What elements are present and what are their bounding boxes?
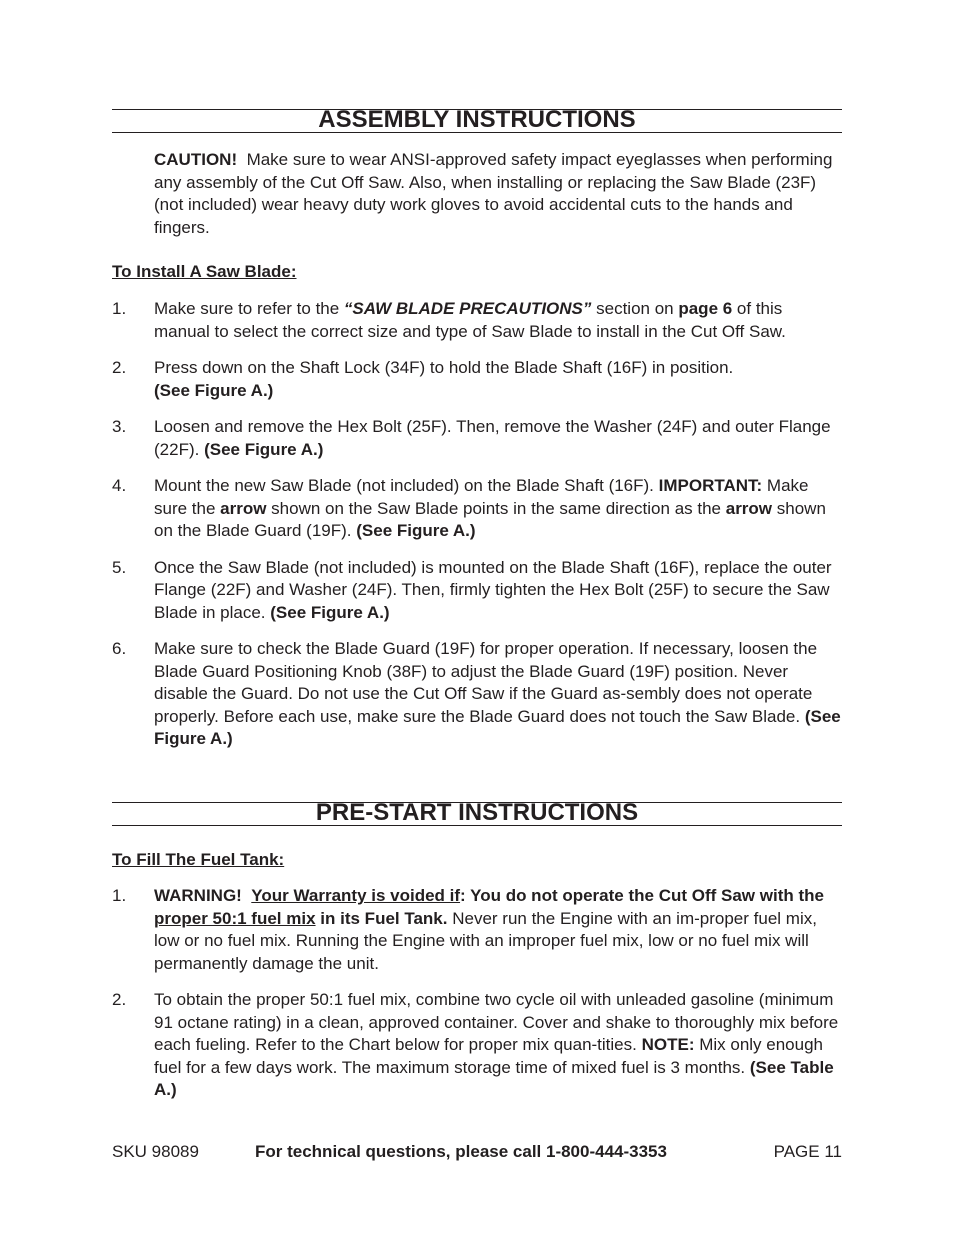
- item-number: 5.: [112, 557, 127, 577]
- install-blade-subheading: To Install A Saw Blade:: [112, 262, 297, 281]
- item-number: 1.: [112, 299, 127, 318]
- warranty-text: Your Warranty is voided if: [251, 886, 461, 905]
- item-number: 6.: [112, 639, 127, 658]
- item-text: shown on the Blade Guard (19F).: [154, 498, 826, 540]
- list-item: [112, 638, 842, 751]
- item-text: Make sure to refer to the: [154, 299, 344, 318]
- fuel-mix-text: proper 50:1 fuel mix: [154, 908, 316, 928]
- prestart-section: [112, 799, 842, 1102]
- warning-label: WARNING!: [154, 886, 242, 905]
- item-number: 3.: [112, 417, 127, 436]
- prestart-header: [112, 799, 842, 826]
- saw-blade-precautions-ref: “SAW BLADE PRECAUTIONS”: [343, 299, 592, 318]
- figure-ref: (See Figure A.): [154, 706, 841, 748]
- item-text: Make sure to check the Blade Guard (19F) for proper operation. If necessary, loosen the Blade Guard Positioning Knob (38F) to adjust the Blade Guard (19F) position. Never disable the Guard. Do not use the Cut Off Saw if the Guard as-sembly does not operate properly. Before each use, make sure the Blade Guard does not touch the Saw Blade.: [154, 639, 818, 726]
- list-item: [112, 885, 842, 975]
- note-label: NOTE:: [641, 1035, 695, 1054]
- item-text: Make sure the: [154, 476, 809, 518]
- item-text: section on: [591, 299, 679, 318]
- list-item: [112, 989, 842, 1102]
- item-text: Mix only enough fuel for a few days work. The maximum storage time of mixed fuel is 3 months.: [154, 1035, 824, 1077]
- item-text: of this manual to select the correct size and type of Saw Blade to install in the Cut Off Saw.: [154, 299, 786, 341]
- item-number: 4.: [112, 476, 127, 495]
- important-label: IMPORTANT:: [658, 476, 763, 495]
- table-ref: (See Table A.): [154, 1057, 834, 1099]
- figure-ref: (See Figure A.): [204, 439, 324, 459]
- list-item: [112, 298, 842, 343]
- figure-ref: (See Figure A.): [356, 521, 476, 540]
- item-number: 2.: [112, 990, 127, 1009]
- warning-text: : You do not operate the Cut Off Saw with the: [460, 886, 824, 905]
- list-item: [112, 357, 842, 402]
- page-number: PAGE 11: [773, 1142, 842, 1161]
- prestart-title: PRE-START INSTRUCTIONS: [315, 799, 639, 826]
- item-text: Loosen and remove the Hex Bolt (25F). Then, remove the Washer (24F) and outer Flange (22F).: [154, 417, 831, 459]
- list-item: [112, 416, 842, 461]
- item-text: shown on the Saw Blade points in the same direction as the: [266, 498, 726, 518]
- caution-paragraph: [154, 149, 842, 239]
- assembly-header: [112, 106, 842, 133]
- fuel-tank-subheading: To Fill The Fuel Tank:: [112, 850, 285, 869]
- item-text: Press down on the Shaft Lock (34F) to hold the Blade Shaft (16F) in position.: [154, 358, 734, 377]
- warning-text: in its Fuel Tank.: [315, 908, 448, 928]
- caution-label: CAUTION!: [154, 150, 238, 169]
- figure-ref: (See Figure A.): [154, 380, 274, 400]
- item-number: 1.: [112, 886, 127, 905]
- arrow-word: arrow: [725, 498, 773, 518]
- assembly-title: ASSEMBLY INSTRUCTIONS: [318, 106, 636, 133]
- tech-support-line: For technical questions, please call 1-800-444-3353: [255, 1142, 667, 1161]
- page-ref: page 6: [678, 299, 733, 318]
- figure-ref: (See Figure A.): [270, 602, 390, 622]
- caution-text: Make sure to wear ANSI-approved safety impact eyeglasses when performing any assembly of the Cut Off Saw. Also, when installing or replacing the Saw Blade (23F) (not included) wear heavy duty work gloves to avoid accidental cuts to the hands and fingers.: [154, 150, 833, 237]
- item-text: Once the Saw Blade (not included) is mounted on the Blade Shaft (16F), replace the outer Flange (22F) and Washer (24F). Then, firmly tighten the Hex Bolt (25F) to secure the Saw Blade in place.: [154, 557, 832, 622]
- arrow-word: arrow: [220, 498, 267, 518]
- sku-number: SKU 98089: [112, 1142, 199, 1161]
- item-text: Never run the Engine with an im-proper fuel mix, low or no fuel mix. Running the Engine with an improper fuel mix, low or no fuel mix will permanently damage the unit.: [154, 908, 817, 973]
- list-item: [112, 557, 842, 625]
- list-item: [112, 475, 842, 543]
- item-text: To obtain the proper 50:1 fuel mix, combine two cycle oil with unleaded gasoline (minimum 91 octane rating) in a clean, approved container. Cover and shake to thoroughly mix before each fueling. Refer to the Chart below for proper mix quan-tities.: [154, 990, 839, 1054]
- assembly-section: [112, 106, 842, 751]
- item-text: Mount the new Saw Blade (not included) on the Blade Shaft (16F).: [154, 476, 659, 495]
- item-number: 2.: [112, 358, 127, 377]
